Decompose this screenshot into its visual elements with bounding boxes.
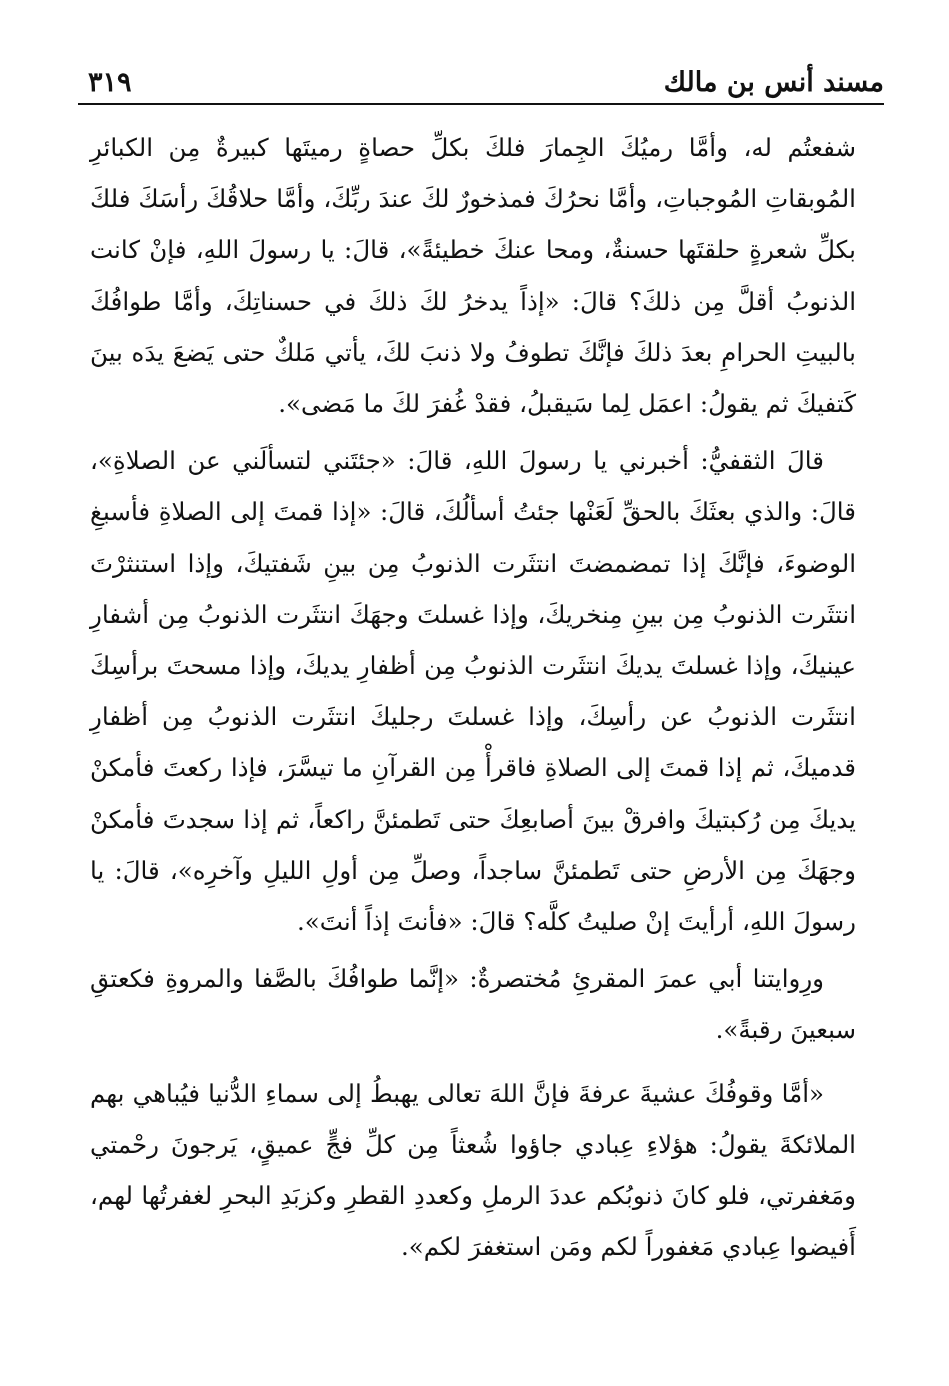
page-body [90,122,856,1272]
page-number: ٣١٩ [88,67,132,98]
paragraph: قالَ الثقفيُّ: أخبرني يا رسولَ اللهِ، قالَ: «جئتَني لتسألَني عن الصلاةِ»، قالَ: والذي بعثَكَ بالحقِّ لَعَنْها جئتُ أسألُكَ، قالَ: «إذا قمتَ إلى الصلاةِ فأسبغِ الوضوءَ، فإنَّكَ إذا تمضمضتَ انتثَرت الذنوبُ مِن بينِ شَفتيكَ، وإذا استنثرْتَ انتثَرت الذنوبُ مِن بينِ مِنخريكَ، وإذا غسلتَ وجهَكَ انتثَرت الذنوبُ مِن أشفارِ عينيكَ، وإذا غسلتَ يديكَ انتثَرت الذنوبُ مِن أظفارِ يديكَ، وإذا مسحتَ برأسِكَ انتثَرت الذنوبُ عن رأسِكَ، وإذا غسلتَ رجليكَ انتثَرت الذنوبُ مِن أظفارِ قدميكَ، ثم إذا قمتَ إلى الصلاةِ فاقرأْ مِن القرآنِ ما تيسَّرَ، فإذا ركعتَ فأمكنْ يديكَ مِن رُكبتيكَ وافرقْ بينَ أصابعِكَ حتى تَطمئنَّ راكعاً، ثم إذا سجدتَ فأمكنْ وجهَكَ مِن الأرضِ حتى تَطمئنَّ ساجداً، وصلِّ مِن أولِ الليلِ وآخرِه»، قالَ: يا رسولَ اللهِ، أرأيتَ إنْ صليتُ كلَّه؟ قالَ: «فأنتَ إذاً أنتَ». [90,446,856,937]
header-title: مسند أنس بن مالك [663,67,884,98]
paragraph: شفعتُم له، وأمَّا رميُكَ الجِمارَ فلكَ بكلِّ حصاةٍ رميتَها كبيرةٌ مِن الكبائرِ المُوبقاتِ المُوجباتِ، وأمَّا نحرُكَ فمذخورٌ لكَ عندَ ربِّكَ، وأمَّا حلاقُكَ رأسَكَ فلكَ بكلِّ شعرةٍ حلقتَها حسنةٌ، ومحا عنكَ خطيئةً»، قالَ: يا رسولَ اللهِ، فإنْ كانت الذنوبُ أقلَّ مِن ذلكَ؟ قالَ: «إذاً يدخرُ لكَ ذلكَ في حسناتِكَ، وأمَّا طوافُكَ بالبيتِ الحرامِ بعدَ ذلكَ فإنَّكَ تطوفُ ولا ذنبَ لكَ، يأتي مَلكٌ حتى يَضعَ يدَه بينَ كَتفيكَ ثم يقولُ: اعمَل لِما سَيقبلُ، فقدْ غُفرَ لكَ ما مَضى». [90,133,856,419]
running-header [78,62,884,106]
paragraph: ورِوايتنا أبي عمرَ المقرئِ مُختصرةٌ: «إنَّما طوافُكَ بالصَّفا والمروةِ فكعتقِ سبعينَ رقبةً». [90,964,856,1045]
paragraph: «أمَّا وقوفُكَ عشيةَ عرفةَ فإنَّ اللهَ تعالى يهبطُ إلى سماءِ الدُّنيا فيُباهي بهم الملائكةَ يقولُ: هؤلاءِ عِبادي جاؤوا شُعثاً مِن كلِّ فجٍّ عميقٍ، يَرجونَ رحْمتي ومَغفرتي، فلو كانَ ذنوبُكم عددَ الرملِ وكعددِ القطرِ وكزبَدِ البحرِ لغفرتُها لهم، أَفيضوا عِبادي مَغفوراً لكم ومَن استغفرَ لكم». [90,1078,856,1262]
header-divider [78,103,884,105]
